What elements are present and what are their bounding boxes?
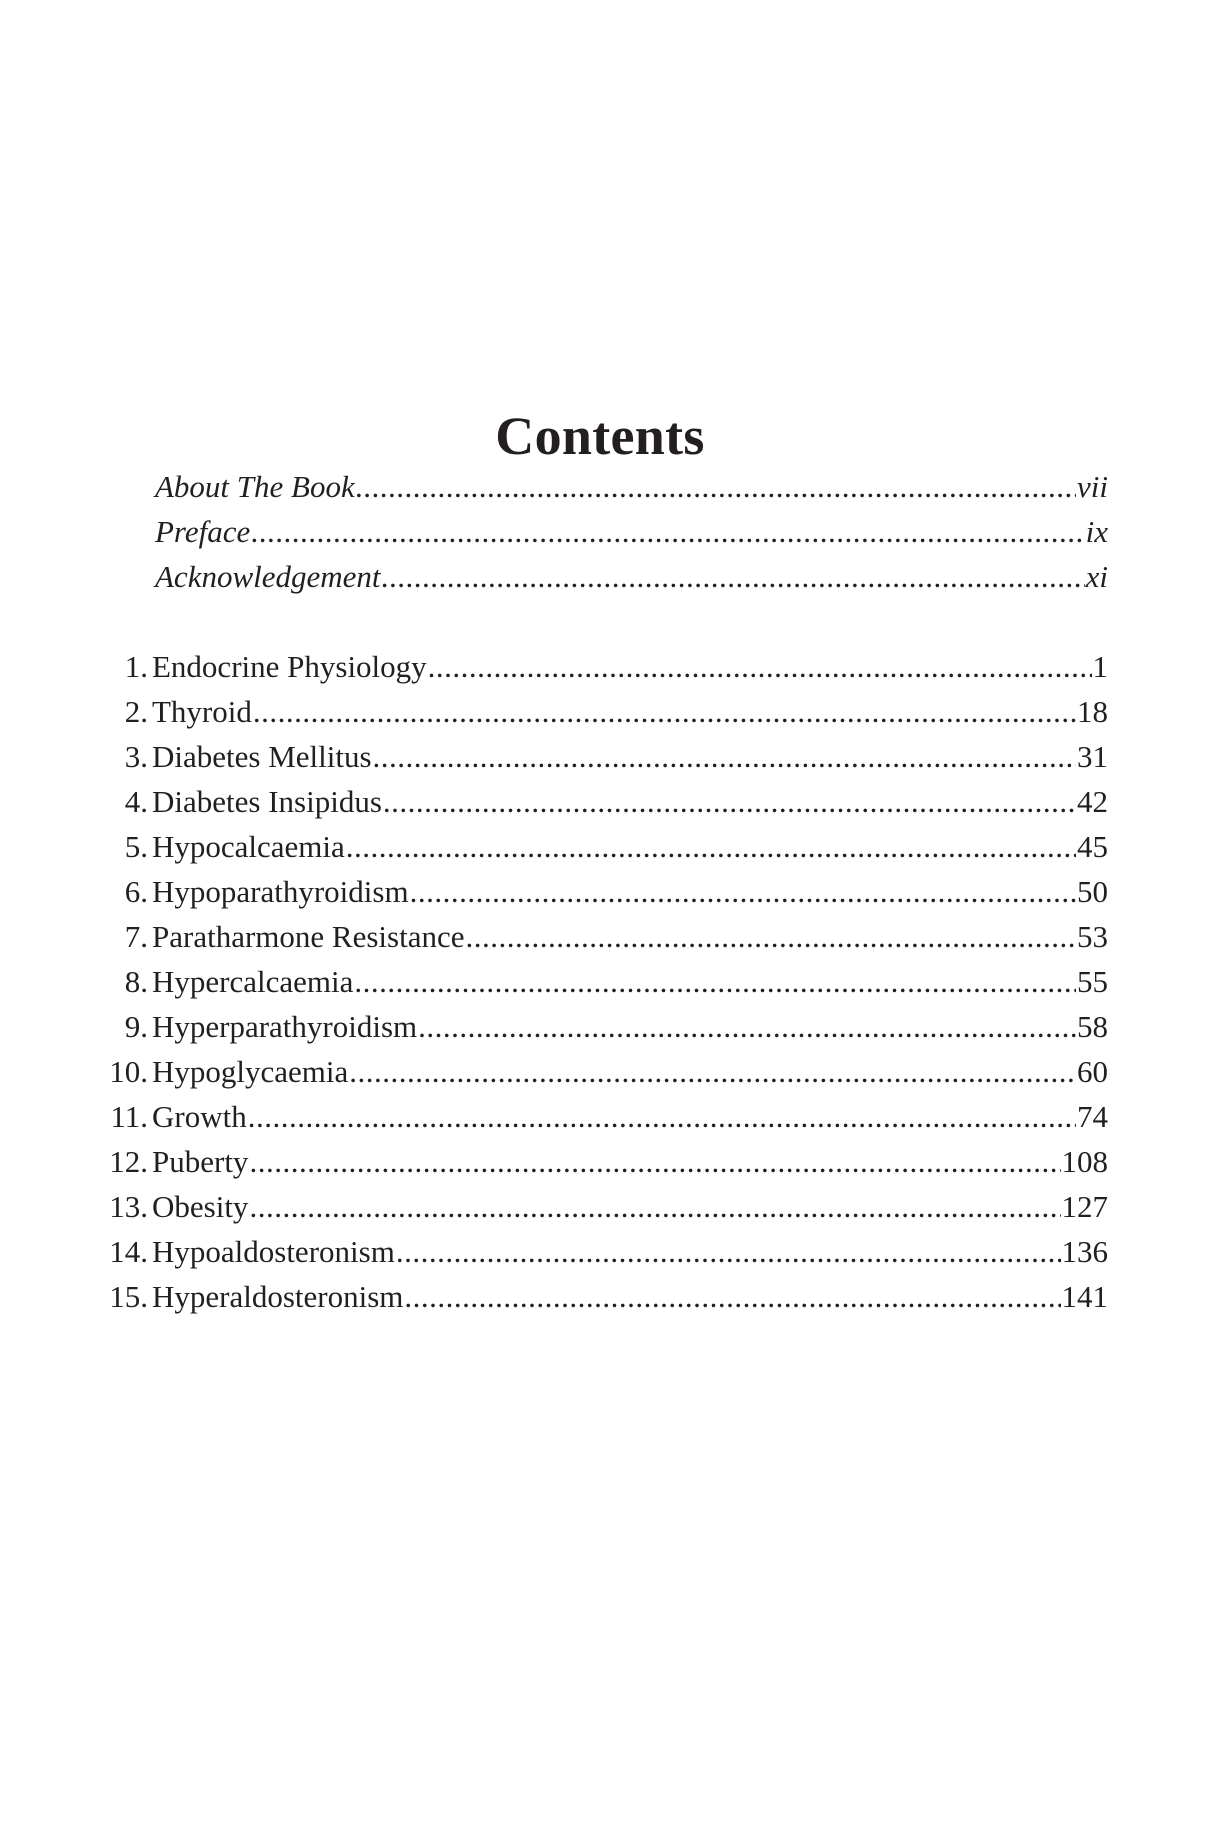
chapter-title: Paratharmone Resistance: [152, 919, 465, 954]
chapter-title: Diabetes Mellitus: [152, 739, 372, 774]
chapter-number: 5.: [124, 829, 148, 864]
page-number: 50: [1077, 874, 1108, 909]
entry-body: [152, 734, 1108, 779]
chapter-number: 4.: [124, 784, 148, 819]
front-matter-entry[interactable]: [0, 509, 1214, 554]
chapter-entry[interactable]: [0, 914, 1214, 959]
chapter-number: 3.: [124, 739, 148, 774]
page-number: 53: [1077, 919, 1108, 954]
entry-title: Preface: [155, 514, 251, 549]
chapter-entry[interactable]: [0, 1274, 1214, 1319]
page-number: 42: [1077, 784, 1108, 819]
leader-dots: [418, 1004, 1076, 1049]
chapter-entry[interactable]: [0, 1139, 1214, 1184]
page-number: 108: [1061, 1144, 1108, 1179]
chapter-title: Hypocalcaemia: [152, 829, 345, 864]
leader-dots: [382, 554, 1085, 599]
page-number: 31: [1077, 739, 1108, 774]
entry-body: [152, 1274, 1108, 1319]
entry-body: [152, 869, 1108, 914]
page-number: 127: [1061, 1189, 1108, 1224]
chapter-title: Hyperaldosteronism: [152, 1279, 404, 1314]
chapter-title: Hypoaldosteronism: [152, 1234, 395, 1269]
chapter-number: 7.: [124, 919, 148, 954]
chapter-entry[interactable]: [0, 824, 1214, 869]
page-number: 1: [1092, 649, 1108, 684]
chapter-number: 2.: [124, 694, 148, 729]
front-matter-list: [0, 464, 1214, 599]
leader-dots: [354, 959, 1076, 1004]
chapter-number: 15.: [109, 1279, 148, 1314]
entry-body: [152, 1139, 1108, 1184]
chapter-title: Growth: [152, 1099, 247, 1134]
leader-dots: [346, 824, 1076, 869]
page-number: 45: [1077, 829, 1108, 864]
chapter-number: 14.: [109, 1234, 148, 1269]
entry-title: Acknowledgement: [155, 559, 381, 594]
page-number: 141: [1061, 1279, 1108, 1314]
leader-dots: [373, 734, 1076, 779]
entry-body: [152, 1004, 1108, 1049]
leader-dots: [248, 1094, 1076, 1139]
chapter-entry[interactable]: [0, 1094, 1214, 1139]
chapter-number: 1.: [124, 649, 148, 684]
page-number: ix: [1085, 514, 1108, 549]
leader-dots: [356, 464, 1076, 509]
entry-body: [155, 554, 1108, 599]
entry-title: About The Book: [155, 469, 355, 504]
entry-body: [155, 464, 1108, 509]
chapter-number: 11.: [110, 1099, 148, 1134]
chapter-title: Endocrine Physiology: [152, 649, 427, 684]
chapter-title: Hypercalcaemia: [152, 964, 354, 999]
page-number: 74: [1077, 1099, 1108, 1134]
leader-dots: [349, 1049, 1076, 1094]
chapter-number: 9.: [124, 1009, 148, 1044]
chapter-title: Hyperparathyroidism: [152, 1009, 418, 1044]
page-number: 60: [1077, 1054, 1108, 1089]
chapter-title: Puberty: [152, 1144, 249, 1179]
entry-body: [152, 689, 1108, 734]
leader-dots: [465, 914, 1076, 959]
front-matter-entry[interactable]: [0, 554, 1214, 599]
chapter-entry[interactable]: [0, 1184, 1214, 1229]
entry-body: [152, 824, 1108, 869]
chapter-number: 10.: [109, 1054, 148, 1089]
page-number: 18: [1077, 694, 1108, 729]
chapter-entry[interactable]: [0, 1229, 1214, 1274]
leader-dots: [249, 1139, 1060, 1184]
leader-dots: [404, 1274, 1060, 1319]
page-number: xi: [1085, 559, 1108, 594]
chapter-title: Hypoparathyroidism: [152, 874, 409, 909]
chapter-title: Hypoglycaemia: [152, 1054, 349, 1089]
chapter-number: 13.: [109, 1189, 148, 1224]
chapter-list: [0, 644, 1214, 1319]
chapter-title: Diabetes Insipidus: [152, 784, 382, 819]
entry-body: [152, 644, 1108, 689]
leader-dots: [383, 779, 1076, 824]
page-number: vii: [1077, 469, 1108, 504]
page-number: 58: [1077, 1009, 1108, 1044]
front-matter-entry[interactable]: [0, 464, 1214, 509]
chapter-number: 6.: [124, 874, 148, 909]
page-number: 136: [1061, 1234, 1108, 1269]
entry-body: [152, 779, 1108, 824]
chapter-number: 12.: [109, 1144, 148, 1179]
entry-body: [152, 1229, 1108, 1274]
leader-dots: [428, 644, 1092, 689]
entry-body: [152, 1094, 1108, 1139]
page-title: Contents: [495, 406, 705, 467]
entry-body: [152, 914, 1108, 959]
leader-dots: [253, 689, 1076, 734]
entry-body: [152, 959, 1108, 1004]
leader-dots: [410, 869, 1076, 914]
chapter-entry[interactable]: [0, 644, 1214, 689]
chapter-title: Thyroid: [152, 694, 252, 729]
chapter-entry[interactable]: [0, 734, 1214, 779]
entry-body: [152, 1049, 1108, 1094]
leader-dots: [251, 509, 1084, 554]
chapter-entry[interactable]: [0, 689, 1214, 734]
chapter-entry[interactable]: [0, 869, 1214, 914]
chapter-entry[interactable]: [0, 959, 1214, 1004]
chapter-number: 8.: [124, 964, 148, 999]
leader-dots: [396, 1229, 1061, 1274]
chapter-entry[interactable]: [0, 1004, 1214, 1049]
page-number: 55: [1077, 964, 1108, 999]
entry-body: [152, 1184, 1108, 1229]
chapter-title: Obesity: [152, 1189, 249, 1224]
chapter-entry[interactable]: [0, 779, 1214, 824]
chapter-entry[interactable]: [0, 1049, 1214, 1094]
leader-dots: [249, 1184, 1060, 1229]
entry-body: [155, 509, 1108, 554]
